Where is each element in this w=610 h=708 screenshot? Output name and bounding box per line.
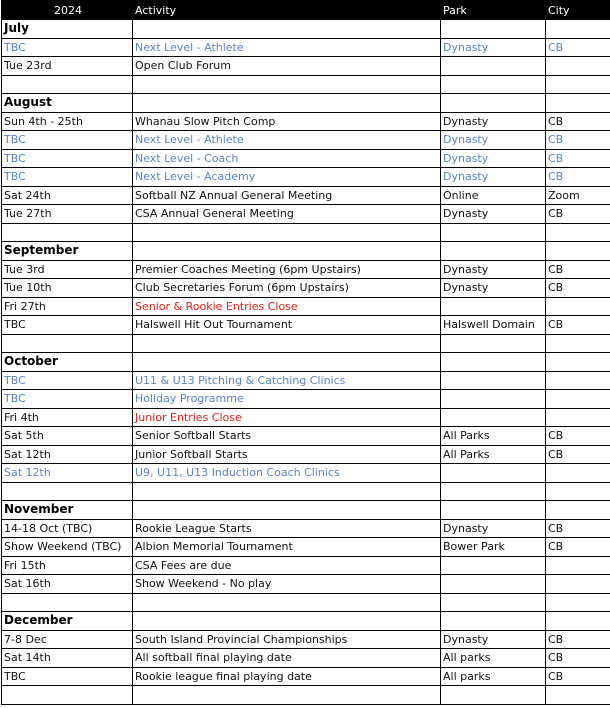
date-cell: Sun 4th - 25th [2,112,133,131]
date-cell [2,334,133,353]
date-cell: Tue 23rd [2,57,133,76]
date-cell: TBC [2,667,133,686]
event-row [2,168,610,187]
park-cell [441,501,546,520]
activity-cell: Rookie League Starts [133,519,441,538]
park-cell: Dynasty [441,168,546,187]
park-cell [441,612,546,631]
event-row [2,519,610,538]
activity-cell [133,20,441,39]
event-row [2,131,610,150]
park-cell: Dynasty [441,519,546,538]
city-cell [546,297,610,316]
date-cell: Sat 12th [2,445,133,464]
event-row [2,538,610,557]
event-row [2,667,610,686]
city-cell: CB [546,630,610,649]
city-cell [546,94,610,113]
activity-cell: Softball NZ Annual General Meeting [133,186,441,205]
park-cell: Dynasty [441,205,546,224]
activity-cell: Albion Memorial Tournament [133,538,441,557]
park-cell [441,371,546,390]
header-row [2,1,610,20]
month-header-row [2,612,610,631]
month-header-row [2,353,610,372]
activity-cell [133,501,441,520]
month-label: November [2,501,133,520]
activity-cell: South Island Provincial Championships [133,630,441,649]
spacer-row [2,482,610,501]
event-row [2,649,610,668]
city-cell [546,408,610,427]
date-cell: TBC [2,316,133,335]
date-cell: Tue 10th [2,279,133,298]
city-cell [546,242,610,261]
park-cell: All parks [441,667,546,686]
activity-cell: Junior Softball Starts [133,445,441,464]
park-cell [441,334,546,353]
activity-cell: U11 & U13 Pitching & Catching Clinics [133,371,441,390]
park-cell: Dynasty [441,630,546,649]
spacer-row [2,686,610,705]
event-row [2,630,610,649]
event-row [2,297,610,316]
park-cell [441,94,546,113]
park-cell: Dynasty [441,38,546,57]
activity-cell: CSA Annual General Meeting [133,205,441,224]
activity-cell [133,482,441,501]
event-row [2,427,610,446]
header-park: Park [441,1,546,20]
date-cell: TBC [2,131,133,150]
activity-cell [133,334,441,353]
city-cell [546,482,610,501]
activity-cell: All softball final playing date [133,649,441,668]
date-cell: 7-8 Dec [2,630,133,649]
city-cell: CB [546,260,610,279]
park-cell [441,20,546,39]
date-cell: TBC [2,390,133,409]
park-cell [441,297,546,316]
park-cell: Dynasty [441,131,546,150]
city-cell: CB [546,519,610,538]
park-cell: Bower Park [441,538,546,557]
date-cell [2,223,133,242]
header-year: 2024 [2,1,133,20]
event-row [2,112,610,131]
city-cell: CB [546,427,610,446]
date-cell: Sat 14th [2,649,133,668]
date-cell [2,482,133,501]
activity-cell: Open Club Forum [133,57,441,76]
city-cell: CB [546,168,610,187]
event-row [2,149,610,168]
park-cell [441,223,546,242]
calendar-table [1,0,610,705]
date-cell: TBC [2,371,133,390]
park-cell [441,482,546,501]
park-cell [441,408,546,427]
date-cell: TBC [2,168,133,187]
date-cell: Tue 27th [2,205,133,224]
event-row [2,57,610,76]
activity-cell [133,75,441,94]
park-cell [441,593,546,612]
city-cell: CB [546,131,610,150]
spacer-row [2,593,610,612]
activity-cell: Junior Entries Close [133,408,441,427]
city-cell [546,20,610,39]
activity-cell: Next Level - Coach [133,149,441,168]
city-cell: CB [546,38,610,57]
event-row [2,575,610,594]
event-row [2,445,610,464]
city-cell: CB [546,112,610,131]
month-label: August [2,94,133,113]
date-cell [2,75,133,94]
city-cell [546,390,610,409]
city-cell [546,371,610,390]
activity-cell [133,353,441,372]
event-row [2,279,610,298]
activity-cell [133,593,441,612]
activity-cell: Senior Softball Starts [133,427,441,446]
date-cell: Sat 12th [2,464,133,483]
park-cell: Dynasty [441,260,546,279]
month-header-row [2,242,610,261]
date-cell: Fri 15th [2,556,133,575]
city-cell: CB [546,205,610,224]
header-activity: Activity [133,1,441,20]
park-cell [441,353,546,372]
event-row [2,390,610,409]
date-cell [2,593,133,612]
date-cell: 14-18 Oct (TBC) [2,519,133,538]
city-cell [546,575,610,594]
event-row [2,38,610,57]
activity-cell: Club Secretaries Forum (6pm Upstairs) [133,279,441,298]
city-cell [546,612,610,631]
event-row [2,205,610,224]
month-label: September [2,242,133,261]
date-cell: Sat 5th [2,427,133,446]
date-cell [2,686,133,705]
park-cell [441,556,546,575]
month-header-row [2,94,610,113]
park-cell [441,575,546,594]
activity-cell: Next Level - Athlete [133,131,441,150]
city-cell [546,501,610,520]
city-cell: CB [546,279,610,298]
activity-cell: Next Level - Academy [133,168,441,187]
activity-cell [133,242,441,261]
month-header-row [2,501,610,520]
activity-cell: Premier Coaches Meeting (6pm Upstairs) [133,260,441,279]
city-cell: Zoom [546,186,610,205]
city-cell [546,464,610,483]
event-row [2,408,610,427]
activity-cell [133,223,441,242]
date-cell: Tue 3rd [2,260,133,279]
city-cell [546,353,610,372]
header-city: City [546,1,610,20]
park-cell [441,57,546,76]
park-cell: Dynasty [441,149,546,168]
spacer-row [2,75,610,94]
city-cell [546,75,610,94]
park-cell: Halswell Domain [441,316,546,335]
event-row [2,556,610,575]
activity-cell: CSA Fees are due [133,556,441,575]
park-cell [441,464,546,483]
event-row [2,371,610,390]
month-label: October [2,353,133,372]
park-cell: Dynasty [441,279,546,298]
park-cell [441,242,546,261]
activity-cell: Rookie league final playing date [133,667,441,686]
activity-cell: Holiday Programme [133,390,441,409]
date-cell: Fri 4th [2,408,133,427]
month-label: July [2,20,133,39]
park-cell: Dynasty [441,112,546,131]
park-cell [441,75,546,94]
activity-cell: Show Weekend - No play [133,575,441,594]
city-cell [546,593,610,612]
event-row [2,464,610,483]
city-cell [546,223,610,242]
city-cell [546,556,610,575]
city-cell: CB [546,649,610,668]
date-cell: TBC [2,149,133,168]
spacer-row [2,223,610,242]
activity-cell [133,686,441,705]
activity-cell [133,94,441,113]
city-cell: CB [546,149,610,168]
city-cell [546,57,610,76]
city-cell: CB [546,667,610,686]
park-cell: Online [441,186,546,205]
event-row [2,186,610,205]
city-cell [546,686,610,705]
city-cell [546,334,610,353]
date-cell: Sat 24th [2,186,133,205]
activity-cell: Halswell Hit Out Tournament [133,316,441,335]
activity-cell: Whanau Slow Pitch Comp [133,112,441,131]
date-cell: TBC [2,38,133,57]
park-cell: All Parks [441,445,546,464]
event-row [2,316,610,335]
month-header-row [2,20,610,39]
city-cell: CB [546,316,610,335]
park-cell: All parks [441,649,546,668]
spacer-row [2,334,610,353]
date-cell: Sat 16th [2,575,133,594]
date-cell: Fri 27th [2,297,133,316]
park-cell [441,390,546,409]
city-cell: CB [546,445,610,464]
activity-cell [133,612,441,631]
park-cell: All Parks [441,427,546,446]
date-cell: Show Weekend (TBC) [2,538,133,557]
activity-cell: Senior & Rookie Entries Close [133,297,441,316]
park-cell [441,686,546,705]
event-row [2,260,610,279]
city-cell: CB [546,538,610,557]
month-label: December [2,612,133,631]
activity-cell: Next Level - Athlete [133,38,441,57]
activity-cell: U9, U11, U13 Induction Coach Clinics [133,464,441,483]
